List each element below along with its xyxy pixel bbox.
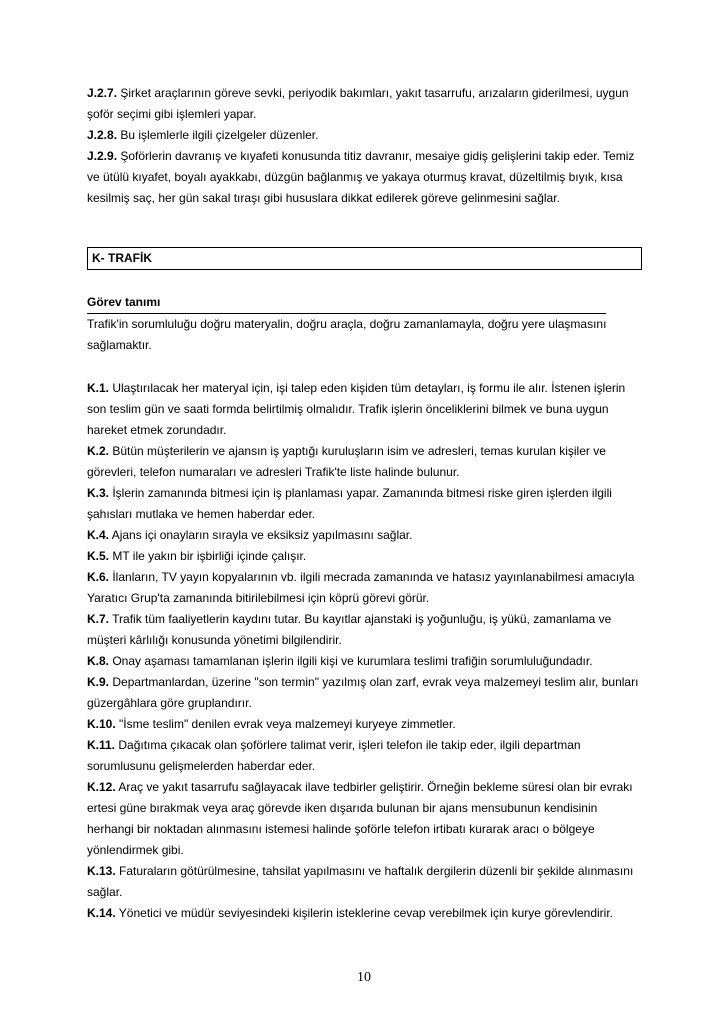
item-number: K.1. [87,381,110,395]
item-number: K.5. [87,549,110,563]
item-number: K.9. [87,675,110,689]
item-text: "İsme teslim" denilen evrak veya malzemeyi kuryeye zimmetler. [115,717,456,731]
item-text: Faturaların götürülmesine, tahsilat yapılmasını ve haftalık dergilerin düzenli bir şekilde alınmasını sağlar. [87,864,634,899]
list-item [87,483,642,525]
list-item [87,567,642,609]
list-item [87,672,642,714]
top-items-list [87,83,642,209]
list-item [87,714,642,735]
item-number: K.10. [87,717,116,731]
item-number: K.4. [87,528,110,542]
item-number: K.7. [87,612,110,626]
list-item [87,609,642,651]
list-item [87,83,642,125]
job-description-text: Trafik'in sorumluluğu doğru materyalin, doğru araçla, doğru zamanlamayla, doğru yere ulaşmasını sağlamaktır. [87,317,607,352]
item-text: Ulaştırılacak her materyal için, işi talep eden kişiden tüm detayları, iş formu ile alır. İstenen işlerin son teslim gün ve saati formda belirtilmiş olmalıdır. Trafik işlerin önceliklerini bilmek ve buna uygun hareket etmek zorundadır. [87,381,626,437]
item-number: K.13. [87,864,116,878]
item-text: Şirket araçlarının göreve sevki, periyodik bakımları, yakıt tasarrufu, arızaların giderilmesi, uygun şoför seçimi gibi işlemleri yapar. [87,86,629,121]
item-text: Şoförlerin davranış ve kıyafeti konusunda titiz davranır, mesaiye gidiş gelişlerini takip eder. Temiz ve ütülü kıyafet, boyalı ayakkabı, düzgün bağlanmış ve yakaya oturmuş kravat, düzeltilmiş bıyık, kısa kesilmiş saç, her gün sakal tıraşı gibi hususlara dikkat edilerek göreve gelinmesini sağlar. [87,149,635,205]
list-item [87,441,642,483]
document-page [87,83,642,924]
item-text: Bütün müşterilerin ve ajansın iş yaptığı kuruluşların isim ve adresleri, temas kurulan kişiler ve görevleri, telefon numaraları ve adresleri Trafik'te liste halinde bulunur. [87,444,606,479]
list-item [87,378,642,441]
item-text: Dağıtıma çıkacak olan şoförlere talimat verir, işleri telefon ile takip eder, ilgili departman sorumlusunu gelişmelerden haberdar eder. [87,738,581,773]
item-text: İşlerin zamanında bitmesi için iş planlaması yapar. Zamanında bitmesi riske giren işlerden ilgili şahısları mutlaka ve hemen haberdar eder. [87,486,612,521]
k-items-list [87,378,642,924]
item-number: K.14. [87,906,116,920]
item-number: J.2.7. [87,86,118,100]
list-item [87,735,642,777]
list-item [87,903,642,924]
item-number: K.12. [87,780,116,794]
item-text: MT ile yakın bir işbirliği içinde çalışır. [109,549,307,563]
section-title: K- TRAFİK [92,251,152,265]
list-item [87,125,642,146]
list-item [87,777,642,861]
section-heading-box [87,247,642,270]
list-item [87,651,642,672]
page-number: 10 [357,970,371,985]
item-text: İlanların, TV yayın kopyalarının vb. ilgili mecrada zamanında ve hatasız yayınlanabilmesi amacıyla Yaratıcı Grup'ta zamanında bitirilebilmesi için köprü görevi görür. [87,570,635,605]
list-item [87,146,642,209]
item-number: J.2.8. [87,128,118,142]
item-text: Departmanlardan, üzerine "son termin" yazılmış olan zarf, evrak veya malzemeyi teslim alır, bunları güzergâhlara göre gruplandırır. [87,675,639,710]
item-number: K.2. [87,444,110,458]
job-description-heading: Görev tanımı [87,292,606,314]
list-item [87,546,642,567]
item-number: K.11. [87,738,116,752]
item-number: K.3. [87,486,110,500]
item-text: Araç ve yakıt tasarrufu sağlayacak ilave tedbirler geliştirir. Örneğin bekleme süresi olan bir evrakı ertesi güne bırakmak veya araç görevde iken dışarıda bulunan bir ajans mensubunun kendisinin herhangi bir noktadan alınmasını istemesi halinde şoförle telefon irtibatı kurarak aracı o bölgeye yönlendirmek gibi. [87,780,633,857]
item-number: K.8. [87,654,110,668]
item-number: K.6. [87,570,110,584]
item-text: Trafik tüm faaliyetlerin kaydını tutar. Bu kayıtlar ajanstaki iş yoğunluğu, iş yükü, zamanlama ve müşteri kârlılığı konusunda yönetimi bilgilendirir. [87,612,612,647]
item-text: Ajans içi onayların sırayla ve eksiksiz yapılmasını sağlar. [109,528,413,542]
item-text: Bu işlemlerle ilgili çizelgeler düzenler. [117,128,319,142]
list-item [87,525,642,546]
item-number: J.2.9. [87,149,118,163]
item-text: Yönetici ve müdür seviyesindeki kişilerin isteklerine cevap verebilmek için kurye görevlendirir. [115,906,614,920]
list-item [87,861,642,903]
item-text: Onay aşaması tamamlanan işlerin ilgili kişi ve kurumlara teslimi trafiğin sorumluluğundadır. [109,654,593,668]
